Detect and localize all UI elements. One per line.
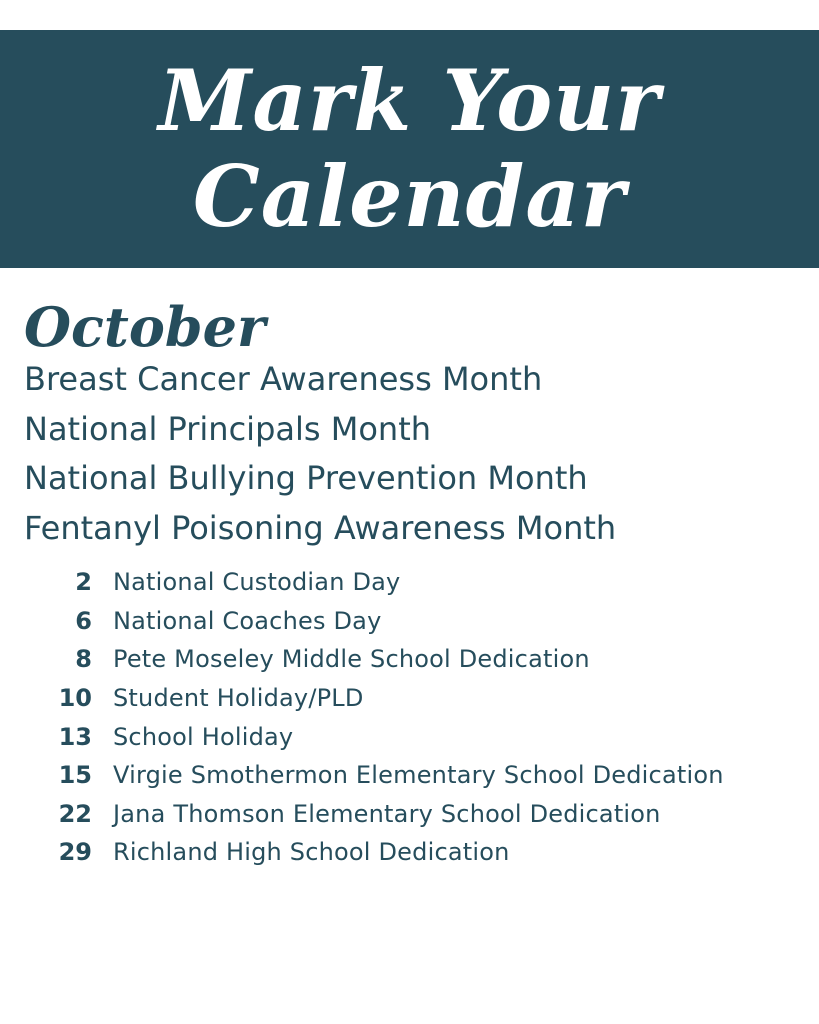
event-day: 8	[75, 645, 92, 674]
event-item	[0, 563, 724, 602]
event-day: 10	[58, 684, 92, 713]
event-name: Jana Thomson Elementary School Dedication	[113, 799, 661, 828]
header-banner	[0, 30, 819, 268]
event-item	[0, 756, 724, 795]
event-day: 22	[58, 799, 92, 828]
event-day: 2	[75, 568, 92, 597]
event-name: Student Holiday/PLD	[113, 684, 364, 713]
month-heading: October	[24, 295, 266, 359]
banner-title-line-2: Calendar	[192, 147, 627, 246]
dated-events-list	[0, 563, 724, 872]
monthly-observances-list	[24, 355, 616, 553]
event-name: National Coaches Day	[113, 606, 382, 635]
banner-title-line-1: Mark Your	[158, 51, 661, 150]
event-day: 13	[58, 722, 92, 751]
observance-item: Breast Cancer Awareness Month	[24, 360, 543, 398]
event-name: Richland High School Dedication	[113, 838, 510, 867]
event-item	[0, 795, 724, 834]
event-day: 6	[75, 606, 92, 635]
event-name: National Custodian Day	[113, 568, 401, 597]
event-name: Pete Moseley Middle School Dedication	[113, 645, 590, 674]
observance-item: Fentanyl Poisoning Awareness Month	[24, 508, 617, 547]
event-item	[0, 717, 724, 756]
event-item	[0, 602, 724, 641]
event-item	[0, 640, 724, 679]
event-day: 29	[58, 838, 92, 867]
event-day: 15	[58, 761, 92, 790]
observance-item: National Bullying Prevention Month	[24, 459, 588, 497]
event-item	[0, 833, 724, 872]
event-item	[0, 679, 724, 718]
event-name: School Holiday	[113, 722, 294, 751]
observance-item: National Principals Month	[24, 409, 432, 448]
event-name: Virgie Smothermon Elementary School Dedication	[113, 761, 724, 790]
